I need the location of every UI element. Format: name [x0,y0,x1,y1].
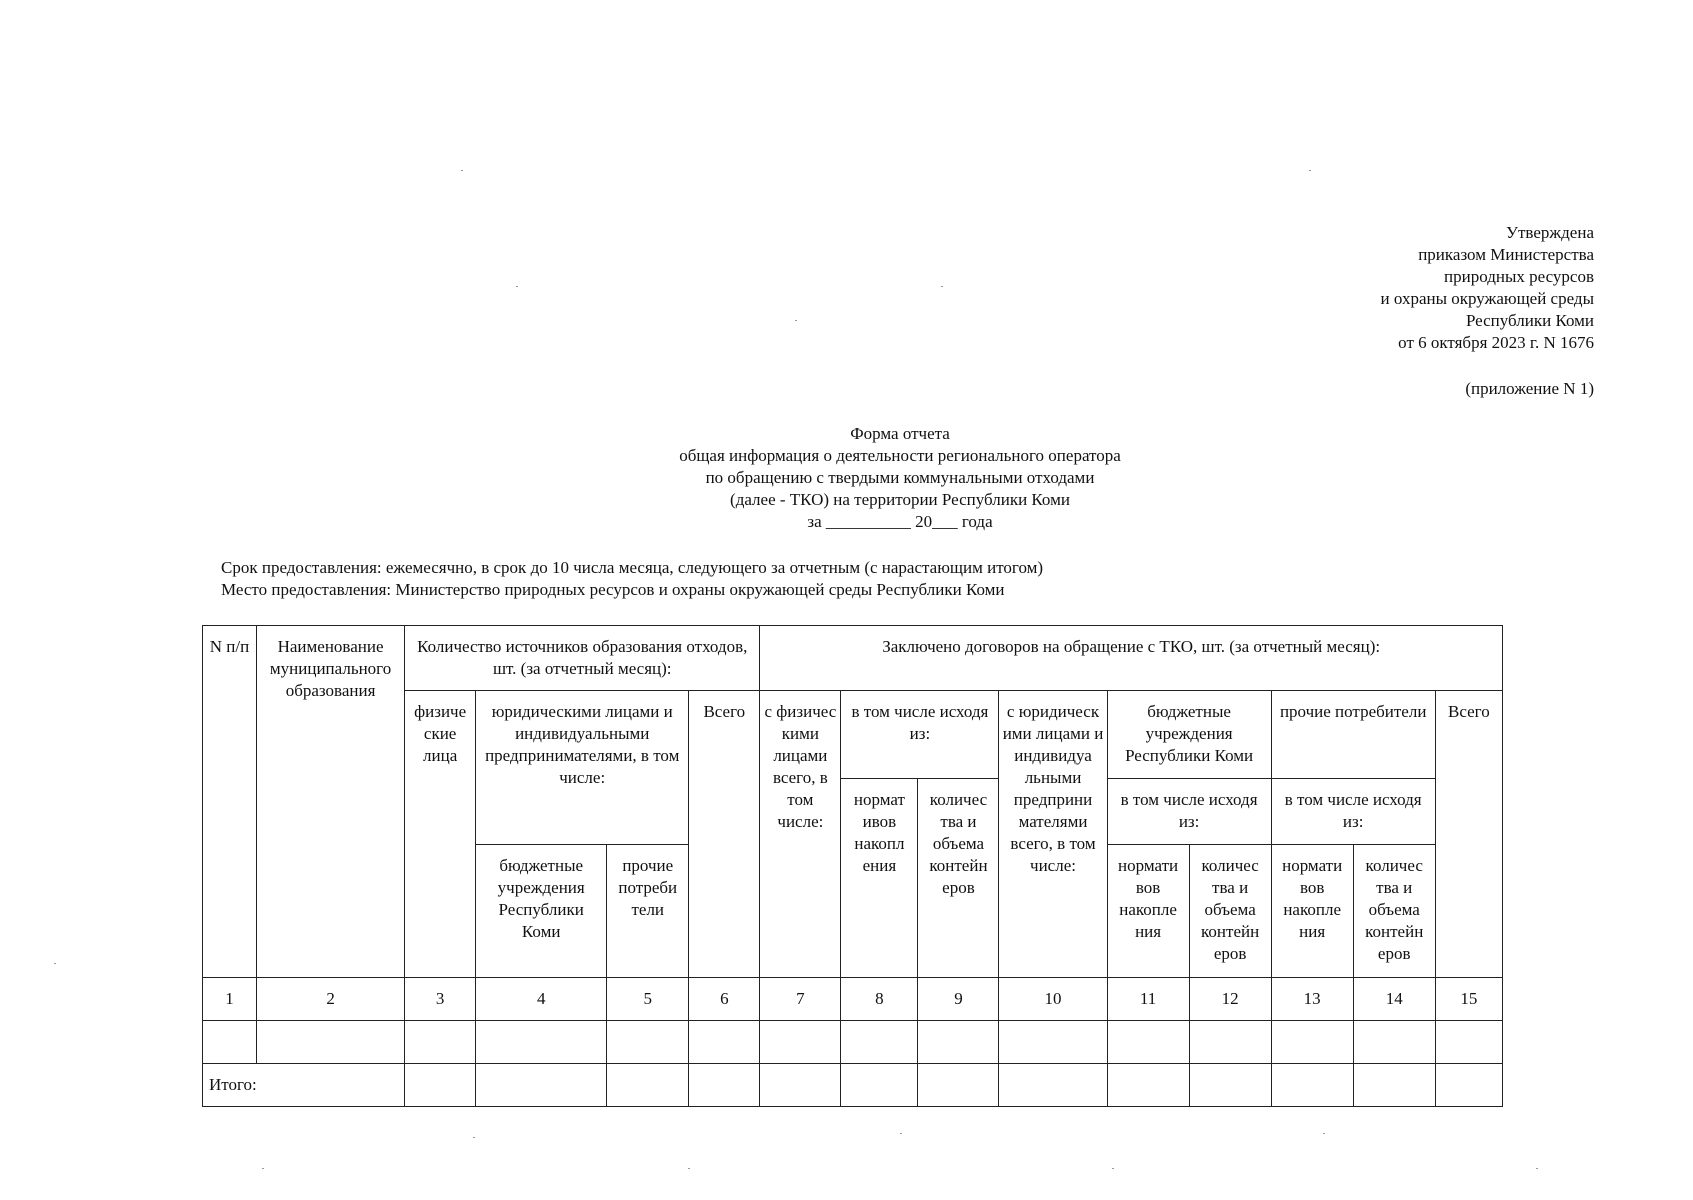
report-table [202,625,1503,1107]
column-number: 6 [689,978,760,1021]
scan-speck [461,170,463,171]
column-number: 4 [476,978,607,1021]
header-including-based-on-budget: в том числе исходя из: [1107,779,1271,845]
scan-speck [473,1137,475,1138]
table-cell [841,1021,918,1064]
approval-block [1381,222,1594,354]
column-number: 14 [1353,978,1435,1021]
table-row [203,1021,1503,1064]
column-number: 15 [1435,978,1502,1021]
submission-place: Место предоставления: Министерство природных ресурсов и охраны окружающей среды Республики Коми [221,580,1005,599]
table-cell [405,1021,476,1064]
column-number: 10 [999,978,1107,1021]
total-row [203,1064,1503,1107]
header-other-consumers: прочие потребители [1271,691,1435,779]
header-contracts-total: Всего [1435,691,1502,978]
header-budget-institutions: бюджетные учреждения Республики Коми [476,845,607,978]
column-number: 8 [841,978,918,1021]
approval-line: Утверждена [1505,223,1594,242]
header-num: N п/п [203,626,257,978]
scan-speck [1323,1133,1325,1134]
scan-speck [688,1168,690,1169]
column-number: 2 [257,978,405,1021]
table-cell [1435,1064,1502,1107]
column-number: 11 [1107,978,1189,1021]
approval-line: приказом Министерства [1418,245,1594,264]
header-container-volume: количес тва и объема контейн еров [918,779,999,978]
table-cell [1189,1064,1271,1107]
table-cell [1353,1021,1435,1064]
table-cell [405,1064,476,1107]
table-cell [841,1064,918,1107]
scan-speck [262,1168,264,1169]
approval-line: Республики Коми [1465,311,1594,330]
column-number: 1 [203,978,257,1021]
column-number: 13 [1271,978,1353,1021]
header-contracts-group: Заключено договоров на обращение с ТКО, шт. (за отчетный месяц): [760,626,1503,691]
title-line: (далее - ТКО) на территории Республики Коми [730,490,1070,509]
table-cell [999,1021,1107,1064]
table-cell [257,1021,405,1064]
approval-line: от 6 октября 2023 г. N 1676 [1398,333,1594,352]
title-line: по обращению с твердыми коммунальными отходами [705,468,1095,487]
header-individuals: физиче ские лица [405,691,476,978]
header-including-based-on: в том числе исходя из: [841,691,999,779]
title-line: общая информация о деятельности регионального оператора [679,446,1121,465]
table-cell [689,1064,760,1107]
header-contracts-individuals: с физичес кими лицами всего, в том числе: [760,691,841,978]
header-accumulation-norms-budget: нормати вов накопле ния [1107,845,1189,978]
scan-speck [1112,1168,1114,1169]
table-cell [1271,1064,1353,1107]
column-number: 9 [918,978,999,1021]
title-line: Форма отчета [850,424,950,443]
scan-speck [516,286,518,287]
column-number: 7 [760,978,841,1021]
submission-deadline: Срок предоставления: ежемесячно, в срок до 10 числа месяца, следующего за отчетным (с нарастающим итогом) [221,558,1044,577]
header-sources-group: Количество источников образования отходов, шт. (за отчетный месяц): [405,626,760,691]
title-line: за __________ 20___ года [807,512,993,531]
table-cell [1189,1021,1271,1064]
header-other-consumers-sources: прочие потреби тели [607,845,689,978]
table-cell [1271,1021,1353,1064]
total-label: Итого: [203,1064,405,1107]
scan-speck [795,320,797,321]
header-budget-institutions-rk: бюджетные учреждения Республики Коми [1107,691,1271,779]
table-cell [760,1064,841,1107]
column-number: 5 [607,978,689,1021]
column-number-row [203,978,1503,1021]
table-cell [1435,1021,1502,1064]
approval-line: природных ресурсов [1444,267,1594,286]
table-cell [607,1064,689,1107]
header-container-volume-other: количес тва и объема контейн еров [1353,845,1435,978]
table-cell [607,1021,689,1064]
table-cell [918,1064,999,1107]
scan-speck [941,286,943,287]
table-cell [918,1021,999,1064]
table-cell [1107,1064,1189,1107]
table-cell [1353,1064,1435,1107]
scan-speck [1536,1168,1538,1169]
table-cell [476,1064,607,1107]
table-cell [689,1021,760,1064]
table-cell [999,1064,1107,1107]
header-municipality: Наименование муниципального образования [257,626,405,978]
column-number: 12 [1189,978,1271,1021]
appendix-label: (приложение N 1) [1465,379,1594,398]
header-accumulation-norms: нормат ивов накопл ения [841,779,918,978]
header-container-volume-budget: количес тва и объема контейн еров [1189,845,1271,978]
table-cell [1107,1021,1189,1064]
table-cell [203,1021,257,1064]
header-including-based-on-other: в том числе исходя из: [1271,779,1435,845]
submission-info [221,557,1043,601]
form-title [600,423,1200,533]
table-cell [476,1021,607,1064]
header-sources-total: Всего [689,691,760,978]
scan-speck [900,1133,902,1134]
header-accumulation-norms-other: нормати вов накопле ния [1271,845,1353,978]
header-legal-entities: юридическими лицами и индивидуальными предпринимателями, в том числе: [476,691,689,845]
approval-line: и охраны окружающей среды [1380,289,1594,308]
table-cell [760,1021,841,1064]
scan-speck [1309,170,1311,171]
column-number: 3 [405,978,476,1021]
scan-speck [54,963,56,964]
header-contracts-legal: с юридическ ими лицами и индивидуа льными предприни мателями всего, в том числе: [999,691,1107,978]
